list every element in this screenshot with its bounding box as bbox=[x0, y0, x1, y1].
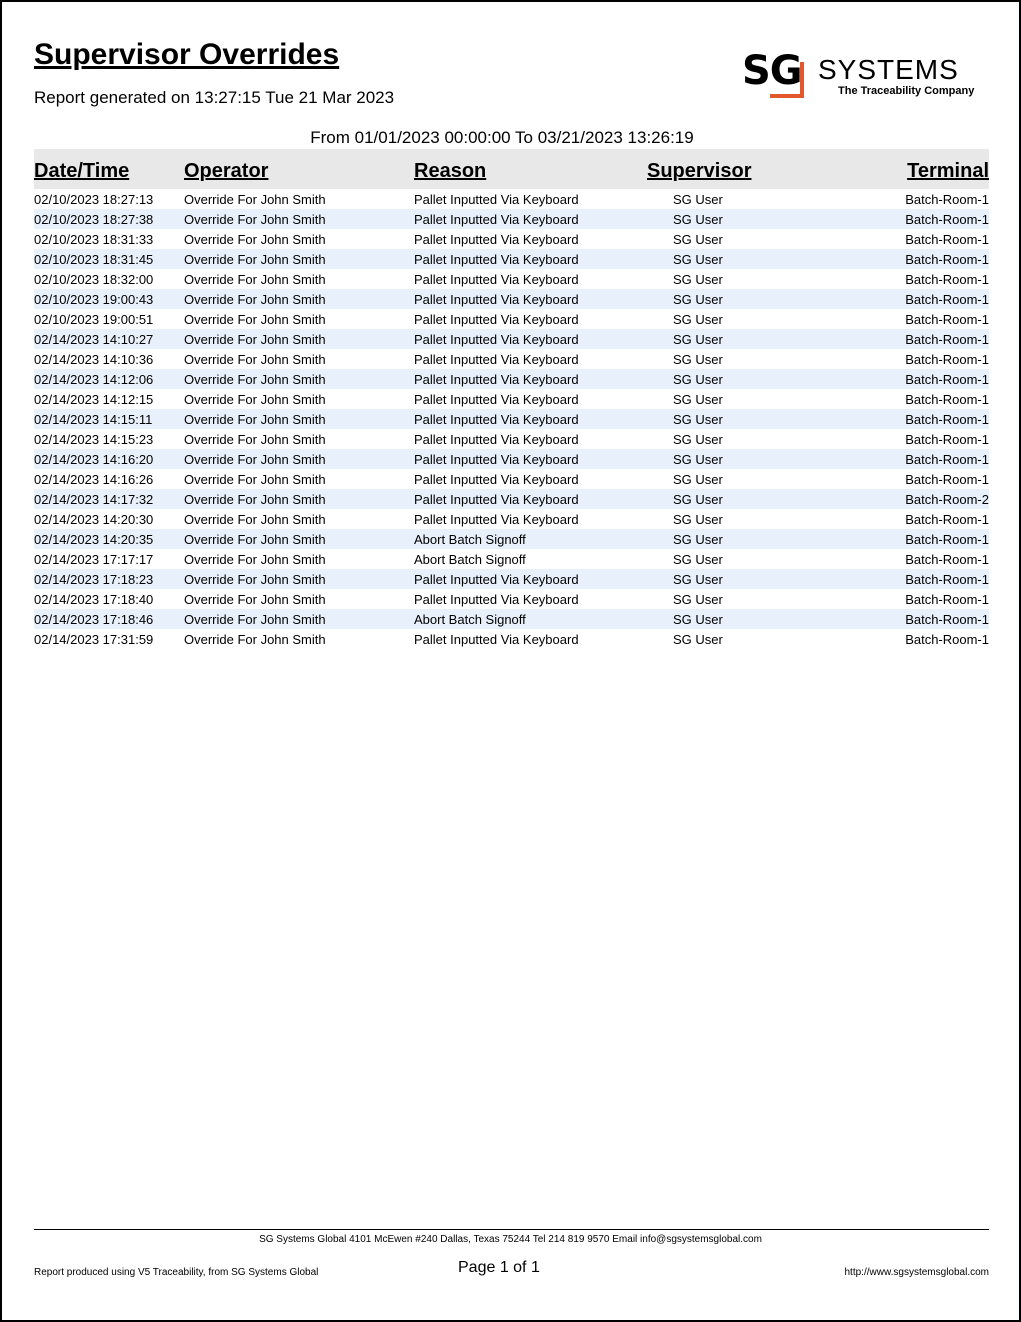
table-row bbox=[34, 629, 989, 649]
cell-reason: Pallet Inputted Via Keyboard bbox=[414, 191, 579, 207]
cell-supervisor: SG User bbox=[673, 391, 723, 407]
cell-date-time: 02/14/2023 14:20:30 bbox=[34, 511, 154, 527]
cell-reason: Pallet Inputted Via Keyboard bbox=[414, 311, 579, 327]
cell-date-time: 02/14/2023 17:17:17 bbox=[34, 551, 154, 567]
table-row bbox=[34, 589, 989, 609]
cell-operator: Override For John Smith bbox=[184, 391, 326, 407]
table-row bbox=[34, 609, 989, 629]
cell-supervisor: SG User bbox=[673, 491, 723, 507]
table-row bbox=[34, 429, 989, 449]
cell-operator: Override For John Smith bbox=[184, 251, 326, 267]
cell-date-time: 02/14/2023 17:18:23 bbox=[34, 571, 154, 587]
cell-terminal: Batch-Room-1 bbox=[905, 571, 989, 587]
cell-date-time: 02/10/2023 18:32:00 bbox=[34, 271, 154, 287]
cell-date-time: 02/14/2023 14:12:06 bbox=[34, 371, 154, 387]
cell-date-time: 02/10/2023 18:27:38 bbox=[34, 211, 154, 227]
cell-terminal: Batch-Room-1 bbox=[905, 371, 989, 387]
cell-reason: Pallet Inputted Via Keyboard bbox=[414, 591, 579, 607]
cell-reason: Pallet Inputted Via Keyboard bbox=[414, 271, 579, 287]
cell-operator: Override For John Smith bbox=[184, 471, 326, 487]
table-row bbox=[34, 409, 989, 429]
cell-date-time: 02/10/2023 18:27:13 bbox=[34, 191, 154, 207]
cell-supervisor: SG User bbox=[673, 411, 723, 427]
cell-supervisor: SG User bbox=[673, 471, 723, 487]
cell-supervisor: SG User bbox=[673, 231, 723, 247]
cell-reason: Pallet Inputted Via Keyboard bbox=[414, 451, 579, 467]
cell-supervisor: SG User bbox=[673, 251, 723, 267]
cell-date-time: 02/14/2023 14:12:15 bbox=[34, 391, 154, 407]
cell-supervisor: SG User bbox=[673, 451, 723, 467]
cell-operator: Override For John Smith bbox=[184, 631, 326, 647]
cell-date-time: 02/14/2023 14:20:35 bbox=[34, 531, 154, 547]
cell-reason: Abort Batch Signoff bbox=[414, 531, 526, 547]
cell-supervisor: SG User bbox=[673, 511, 723, 527]
cell-terminal: Batch-Room-1 bbox=[905, 551, 989, 567]
table-row bbox=[34, 229, 989, 249]
header-reason: Reason bbox=[414, 160, 487, 182]
cell-operator: Override For John Smith bbox=[184, 551, 326, 567]
table-body bbox=[34, 189, 989, 649]
cell-terminal: Batch-Room-1 bbox=[905, 211, 989, 227]
table-row bbox=[34, 489, 989, 509]
cell-terminal: Batch-Room-1 bbox=[905, 391, 989, 407]
footer-url: http://www.sgsystemsglobal.com bbox=[844, 1267, 989, 1278]
cell-terminal: Batch-Room-1 bbox=[905, 531, 989, 547]
cell-terminal: Batch-Room-1 bbox=[905, 591, 989, 607]
cell-reason: Pallet Inputted Via Keyboard bbox=[414, 511, 579, 527]
cell-date-time: 02/14/2023 17:31:59 bbox=[34, 631, 154, 647]
cell-terminal: Batch-Room-1 bbox=[905, 191, 989, 207]
cell-supervisor: SG User bbox=[673, 611, 723, 627]
cell-date-time: 02/14/2023 14:17:32 bbox=[34, 491, 154, 507]
cell-supervisor: SG User bbox=[673, 351, 723, 367]
cell-date-time: 02/14/2023 17:18:46 bbox=[34, 611, 154, 627]
cell-terminal: Batch-Room-1 bbox=[905, 251, 989, 267]
table-row bbox=[34, 449, 989, 469]
table-row bbox=[34, 249, 989, 269]
cell-supervisor: SG User bbox=[673, 311, 723, 327]
cell-terminal: Batch-Room-1 bbox=[905, 511, 989, 527]
cell-reason: Pallet Inputted Via Keyboard bbox=[414, 471, 579, 487]
cell-supervisor: SG User bbox=[673, 211, 723, 227]
table-row bbox=[34, 189, 989, 209]
logo-systems-text: SYSTEMS bbox=[818, 54, 959, 85]
header-terminal: Terminal bbox=[907, 160, 989, 182]
logo-sg-text: SG bbox=[742, 48, 802, 94]
cell-reason: Pallet Inputted Via Keyboard bbox=[414, 631, 579, 647]
generated-timestamp: Report generated on 13:27:15 Tue 21 Mar 2023 bbox=[34, 88, 395, 107]
cell-supervisor: SG User bbox=[673, 571, 723, 587]
cell-date-time: 02/14/2023 17:18:40 bbox=[34, 591, 154, 607]
cell-date-time: 02/10/2023 19:00:43 bbox=[34, 291, 154, 307]
cell-operator: Override For John Smith bbox=[184, 211, 326, 227]
cell-operator: Override For John Smith bbox=[184, 351, 326, 367]
cell-operator: Override For John Smith bbox=[184, 531, 326, 547]
cell-date-time: 02/14/2023 14:16:26 bbox=[34, 471, 154, 487]
cell-date-time: 02/14/2023 14:15:23 bbox=[34, 431, 154, 447]
cell-supervisor: SG User bbox=[673, 551, 723, 567]
cell-supervisor: SG User bbox=[673, 531, 723, 547]
cell-operator: Override For John Smith bbox=[184, 411, 326, 427]
cell-supervisor: SG User bbox=[673, 271, 723, 287]
table-row bbox=[34, 309, 989, 329]
cell-operator: Override For John Smith bbox=[184, 511, 326, 527]
cell-supervisor: SG User bbox=[673, 331, 723, 347]
cell-supervisor: SG User bbox=[673, 191, 723, 207]
cell-reason: Pallet Inputted Via Keyboard bbox=[414, 291, 579, 307]
cell-operator: Override For John Smith bbox=[184, 431, 326, 447]
cell-reason: Pallet Inputted Via Keyboard bbox=[414, 371, 579, 387]
report-title: Supervisor Overrides bbox=[34, 38, 340, 71]
cell-date-time: 02/10/2023 18:31:45 bbox=[34, 251, 154, 267]
overrides-table bbox=[34, 149, 989, 649]
table-row bbox=[34, 269, 989, 289]
cell-reason: Pallet Inputted Via Keyboard bbox=[414, 351, 579, 367]
cell-date-time: 02/14/2023 14:15:11 bbox=[34, 411, 153, 427]
cell-reason: Pallet Inputted Via Keyboard bbox=[414, 491, 579, 507]
cell-terminal: Batch-Room-1 bbox=[905, 431, 989, 447]
table-row bbox=[34, 209, 989, 229]
header-supervisor: Supervisor bbox=[647, 160, 752, 182]
cell-operator: Override For John Smith bbox=[184, 491, 326, 507]
cell-terminal: Batch-Room-1 bbox=[905, 331, 989, 347]
table-header-row bbox=[34, 149, 989, 189]
cell-supervisor: SG User bbox=[673, 431, 723, 447]
cell-terminal: Batch-Room-1 bbox=[905, 271, 989, 287]
cell-reason: Pallet Inputted Via Keyboard bbox=[414, 331, 579, 347]
cell-terminal: Batch-Room-1 bbox=[905, 231, 989, 247]
cell-terminal: Batch-Room-1 bbox=[905, 631, 989, 647]
date-range: From 01/01/2023 00:00:00 To 03/21/2023 13:26:19 bbox=[310, 128, 694, 147]
cell-date-time: 02/10/2023 18:31:33 bbox=[34, 231, 154, 247]
header-operator: Operator bbox=[184, 160, 269, 182]
cell-operator: Override For John Smith bbox=[184, 451, 326, 467]
cell-operator: Override For John Smith bbox=[184, 331, 326, 347]
cell-reason: Pallet Inputted Via Keyboard bbox=[414, 391, 579, 407]
footer-address: SG Systems Global 4101 McEwen #240 Dallas, Texas 75244 Tel 214 819 9570 Email info@sgsystemsglobal.com bbox=[259, 1234, 762, 1245]
cell-date-time: 02/14/2023 14:10:36 bbox=[34, 351, 154, 367]
cell-reason: Abort Batch Signoff bbox=[414, 611, 526, 627]
cell-supervisor: SG User bbox=[673, 631, 723, 647]
cell-terminal: Batch-Room-1 bbox=[905, 311, 989, 327]
table-row bbox=[34, 289, 989, 309]
table-row bbox=[34, 509, 989, 529]
cell-reason: Pallet Inputted Via Keyboard bbox=[414, 431, 579, 447]
cell-reason: Pallet Inputted Via Keyboard bbox=[414, 571, 579, 587]
cell-terminal: Batch-Room-1 bbox=[905, 411, 989, 427]
cell-operator: Override For John Smith bbox=[184, 271, 326, 287]
cell-reason: Abort Batch Signoff bbox=[414, 551, 526, 567]
sg-systems-logo bbox=[742, 48, 987, 104]
cell-terminal: Batch-Room-1 bbox=[905, 291, 989, 307]
table-row bbox=[34, 569, 989, 589]
cell-terminal: Batch-Room-1 bbox=[905, 611, 989, 627]
cell-date-time: 02/10/2023 19:00:51 bbox=[34, 311, 154, 327]
cell-operator: Override For John Smith bbox=[184, 571, 326, 587]
table-row bbox=[34, 389, 989, 409]
cell-operator: Override For John Smith bbox=[184, 611, 326, 627]
cell-terminal: Batch-Room-1 bbox=[905, 451, 989, 467]
cell-operator: Override For John Smith bbox=[184, 591, 326, 607]
cell-terminal: Batch-Room-2 bbox=[905, 491, 989, 507]
cell-date-time: 02/14/2023 14:16:20 bbox=[34, 451, 154, 467]
cell-terminal: Batch-Room-1 bbox=[905, 351, 989, 367]
cell-operator: Override For John Smith bbox=[184, 311, 326, 327]
cell-supervisor: SG User bbox=[673, 591, 723, 607]
cell-reason: Pallet Inputted Via Keyboard bbox=[414, 231, 579, 247]
table-row bbox=[34, 529, 989, 549]
cell-operator: Override For John Smith bbox=[184, 371, 326, 387]
cell-operator: Override For John Smith bbox=[184, 231, 326, 247]
table-row bbox=[34, 369, 989, 389]
table-row bbox=[34, 549, 989, 569]
logo-tagline: The Traceability Company bbox=[838, 85, 975, 97]
cell-supervisor: SG User bbox=[673, 371, 723, 387]
table-row bbox=[34, 329, 989, 349]
cell-reason: Pallet Inputted Via Keyboard bbox=[414, 411, 579, 427]
footer-produced-by: Report produced using V5 Traceability, from SG Systems Global bbox=[34, 1267, 319, 1278]
table-row bbox=[34, 349, 989, 369]
cell-date-time: 02/14/2023 14:10:27 bbox=[34, 331, 154, 347]
cell-operator: Override For John Smith bbox=[184, 291, 326, 307]
table-row bbox=[34, 469, 989, 489]
cell-operator: Override For John Smith bbox=[184, 191, 326, 207]
footer-divider bbox=[34, 1229, 989, 1230]
cell-terminal: Batch-Room-1 bbox=[905, 471, 989, 487]
header-date-time: Date/Time bbox=[34, 160, 130, 182]
cell-reason: Pallet Inputted Via Keyboard bbox=[414, 211, 579, 227]
cell-supervisor: SG User bbox=[673, 291, 723, 307]
cell-reason: Pallet Inputted Via Keyboard bbox=[414, 251, 579, 267]
page-number: Page 1 of 1 bbox=[458, 1259, 540, 1276]
